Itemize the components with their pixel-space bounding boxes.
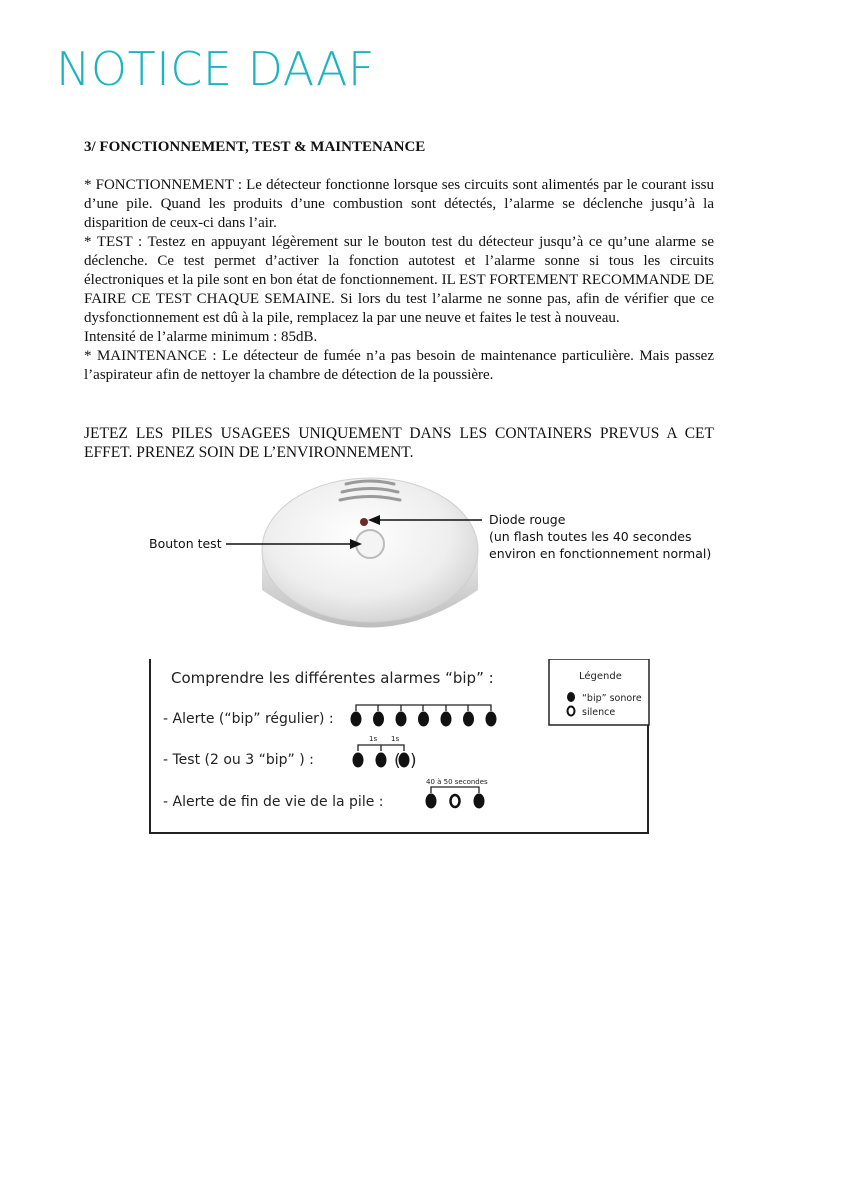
legend-silence-label: silence [582, 707, 616, 718]
interval-label-2: 1s [391, 735, 400, 743]
smoke-detector-illustration [0, 470, 846, 650]
alarm-patterns-diagram [151, 659, 651, 834]
bip-dot [376, 753, 387, 768]
bip-dot [463, 712, 474, 727]
section-heading: 3/ FONCTIONNEMENT, TEST & MAINTENANCE [84, 139, 426, 155]
alarms-title: Comprendre les différentes alarmes “bip” : [171, 669, 494, 687]
silence-dot [451, 795, 460, 807]
legend-bip-label: “bip” sonore [582, 693, 642, 704]
environment-note: JETEZ LES PILES USAGEES UNIQUEMENT DANS LES CONTAINERS PREVUS A CET EFFET. PRENEZ SOIN DE L’ENVIRONNEMENT. [84, 425, 714, 461]
bouton-test-label: Bouton test [149, 536, 222, 551]
diode-label-line: environ en fonctionnement normal) [489, 546, 712, 561]
legend-bip-dot [567, 692, 575, 702]
interval-label-fin: 40 à 50 secondes [426, 778, 488, 786]
bip-dot [486, 712, 497, 727]
paragraph-maintenance: * MAINTENANCE : Le détecteur de fumée n’a pas besoin de maintenance particulière. Mais passez l’aspirateur afin de nettoyer la chambre de détection de la poussière. [84, 348, 714, 383]
red-diode [360, 518, 368, 526]
interval-label-1: 1s [369, 735, 378, 743]
page-title: NOTICE DAAF [56, 42, 375, 96]
row-label-test: - Test (2 ou 3 “bip” ) : [163, 752, 314, 768]
bip-dot [474, 794, 485, 809]
bip-dot [418, 712, 429, 727]
optional-paren-open: ( [394, 751, 401, 771]
bip-dot [373, 712, 384, 727]
bip-dot [351, 712, 362, 727]
diode-label-line: (un flash toutes les 40 secondes [489, 529, 692, 544]
row-label-fin-de-vie: - Alerte de fin de vie de la pile : [163, 794, 384, 810]
optional-paren-close: ) [410, 751, 417, 771]
alarm-patterns-box [149, 659, 649, 834]
bip-dot [426, 794, 437, 809]
paragraph-fonctionnement: * FONCTIONNEMENT : Le détecteur fonctionne lorsque ses circuits sont alimentés par le courant issu d’une pile. Quand les produits d’une combustion sont détectés, l’alarme se déclenche jusqu’à la disparition de ceux-ci dans l’air. [84, 177, 714, 231]
body-text [84, 176, 714, 385]
paragraph-test: * TEST : Testez en appuyant légèrement sur le bouton test du détecteur jusqu’à ce qu’une alarme se déclenche. Ce test permet d’activer la fonction autotest et l’alarme sonne si tous les circuits électroniques et la pile sont en bon état de fonctionnement. IL EST FORTEMENT RECOMMANDE DE FAIRE CE TEST CHAQUE SEMAINE. Si lors du test l’alarme ne sonne pas, afin de vérifier que ce dysfonctionnement est dû à la pile, remplacez la par une neuve et faites le test à nouveau. [84, 234, 714, 326]
diode-label-line: Diode rouge [489, 512, 566, 527]
bip-dot [441, 712, 452, 727]
diode-label [489, 511, 711, 562]
bip-dot [396, 712, 407, 727]
paragraph-intensite: Intensité de l’alarme minimum : 85dB. [84, 329, 318, 345]
legend-title: Légende [579, 671, 622, 682]
row-label-alerte: - Alerte (“bip” régulier) : [163, 711, 334, 727]
bip-dot [353, 753, 364, 768]
detector-figure [0, 470, 846, 650]
